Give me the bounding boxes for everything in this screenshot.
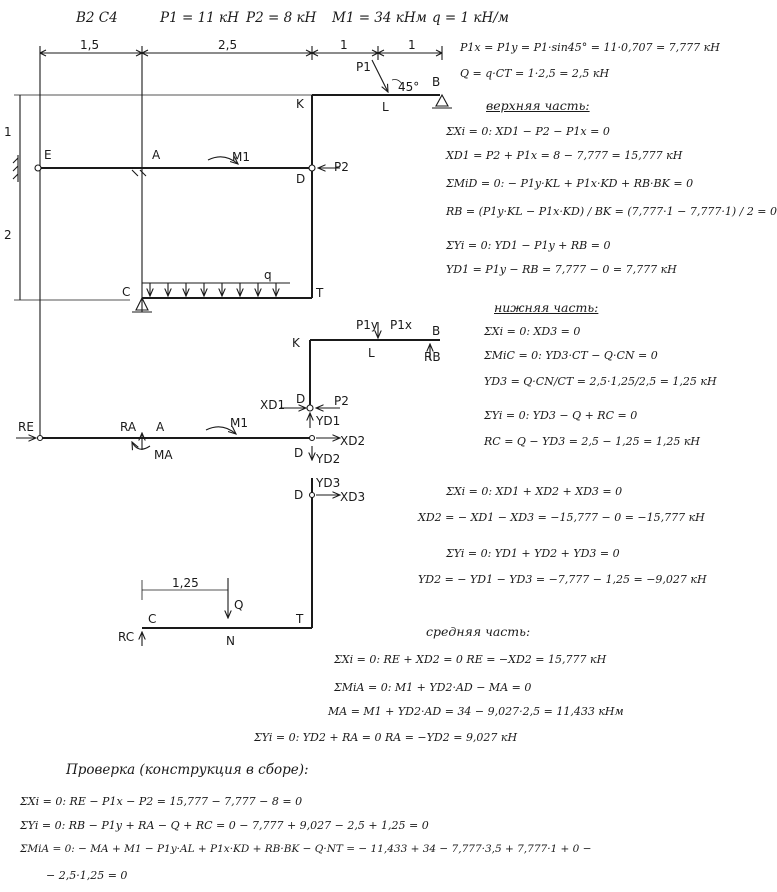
angle-45: 45° [398, 80, 420, 94]
dim-1-vert: 1 [4, 125, 12, 139]
point-d: D [296, 172, 306, 186]
fbd-yd1: YD1 [316, 414, 341, 428]
point-t: T [316, 286, 324, 300]
fbd-k: K [292, 336, 300, 350]
eq-middle-x: ΣXi = 0: RE + XD2 = 0 RE = −XD2 = 15,777 кН [334, 653, 607, 666]
dim-1-5: 1,5 [80, 38, 100, 52]
point-e: E [44, 148, 52, 162]
fbd-p2: P2 [334, 394, 349, 408]
eq-yd1: YD1 = P1y − RB = 7,777 − 0 = 7,777 кН [446, 263, 677, 276]
check-m: ΣMiA = 0: − MA + M1 − P1y·AL + P1x·KD + RB·BK − Q·NT = − 11,433 + 34 − 7,777·3,5 + 7,777·1 + 0 − [20, 843, 592, 855]
check-y: ΣYi = 0: RB − P1y + RA − Q + RC = 0 − 7,777 + 9,027 − 2,5 + 1,25 = 0 [20, 819, 429, 832]
fbd-q: Q [234, 598, 244, 612]
force-p2: P2 [334, 160, 349, 174]
fbd-t: T [296, 612, 304, 626]
given-p2: P2 = 8 кН [246, 10, 317, 26]
heading-check: Проверка (конструкция в сборе): [66, 762, 309, 778]
given-q: q = 1 кН/м [432, 10, 509, 26]
variant-label: В2 С4 [76, 10, 118, 26]
heading-upper-part: верхняя часть: [486, 98, 590, 113]
point-a: A [152, 148, 161, 162]
fbd-yd3: YD3 [316, 476, 341, 490]
dim-1a: 1 [340, 38, 348, 52]
fbd-d1: D [296, 392, 306, 406]
eq-yd2: YD2 = − YD1 − YD3 = −7,777 − 1,25 = −9,027 кН [418, 573, 707, 586]
heading-middle-part: средняя часть: [426, 624, 531, 639]
fbd-l: L [368, 346, 375, 360]
eq-rc: RC = Q − YD3 = 2,5 − 1,25 = 1,25 кН [484, 435, 700, 448]
eq-upper-m: ΣMiD = 0: − P1y·KL + P1x·KD + RB·BK = 0 [446, 177, 694, 190]
eq-node-y: ΣYi = 0: YD1 + YD2 + YD3 = 0 [446, 547, 620, 560]
point-b: B [432, 75, 441, 89]
force-p1: P1 [356, 60, 371, 74]
eq-upper-x: ΣXi = 0: XD1 − P2 − P1x = 0 [446, 125, 610, 138]
given-p1: P1 = 11 кН [160, 10, 239, 26]
check-x: ΣXi = 0: RE − P1x − P2 = 15,777 − 7,777 − 8 = 0 [20, 795, 303, 808]
fbd-p1y: P1y [356, 318, 378, 332]
fbd-yd2: YD2 [316, 452, 341, 466]
fbd-a: A [156, 420, 165, 434]
fbd-p1x: P1x [390, 318, 412, 332]
fbd-d2: D [294, 446, 304, 460]
fbd-xd2: XD2 [340, 434, 366, 448]
fbd-c: C [148, 612, 157, 626]
eq-p1x: P1x = P1y = P1·sin45° = 11·0,707 = 7,777 кН [460, 41, 720, 54]
fbd-d3: D [294, 488, 304, 502]
eq-middle-m: ΣMiA = 0: M1 + YD2·AD − MA = 0 [334, 681, 532, 694]
fbd-ra: RA [120, 420, 137, 434]
fbd-b: B [432, 324, 441, 338]
fbd-xd1: XD1 [260, 398, 286, 412]
dim-1b: 1 [408, 38, 416, 52]
heading-lower-part: нижняя часть: [494, 300, 599, 315]
eq-q: Q = q·CT = 1·2,5 = 2,5 кН [460, 67, 610, 80]
point-c: C [122, 285, 131, 299]
fbd-ma: MA [154, 448, 173, 462]
fbd-rb: RB [424, 350, 441, 364]
eq-xd2: XD2 = − XD1 − XD3 = −15,777 − 0 = −15,777 кН [418, 511, 705, 524]
moment-m1: M1 [232, 150, 250, 164]
eq-node-x: ΣXi = 0: XD1 + XD2 + XD3 = 0 [446, 485, 623, 498]
eq-lower-y: ΣYi = 0: YD3 − Q + RC = 0 [484, 409, 638, 422]
dim-2-vert: 2 [4, 228, 12, 242]
eq-xd1: XD1 = P2 + P1x = 8 − 7,777 = 15,777 кН [446, 149, 683, 162]
eq-rb: RB = (P1y·KL − P1x·KD) / BK = (7,777·1 − 7,777·1) / 2 = 0 [446, 205, 777, 218]
eq-ma: MA = M1 + YD2·AD = 34 − 9,027·2,5 = 11,433 кНм [328, 705, 624, 718]
eq-lower-m: ΣMiC = 0: YD3·CT − Q·CN = 0 [484, 349, 658, 362]
eq-upper-y: ΣYi = 0: YD1 − P1y + RB = 0 [446, 239, 611, 252]
load-q: q [264, 268, 272, 282]
check-m-cont: − 2,5·1,25 = 0 [46, 869, 128, 882]
eq-middle-y: ΣYi = 0: YD2 + RA = 0 RA = −YD2 = 9,027 кН [254, 731, 518, 744]
fbd-rc: RC [118, 630, 135, 644]
dim-1-25: 1,25 [172, 576, 199, 590]
point-l: L [382, 100, 389, 114]
fbd-re: RE [18, 420, 34, 434]
dim-2-5: 2,5 [218, 38, 238, 52]
fbd-n: N [226, 634, 235, 648]
fbd-xd3: XD3 [340, 490, 366, 504]
fbd-m1: M1 [230, 416, 248, 430]
given-m1: M1 = 34 кНм [332, 10, 427, 26]
point-k: K [296, 97, 304, 111]
eq-lower-x: ΣXi = 0: XD3 = 0 [484, 325, 581, 338]
eq-yd3: YD3 = Q·CN/CT = 2,5·1,25/2,5 = 1,25 кН [484, 375, 717, 388]
